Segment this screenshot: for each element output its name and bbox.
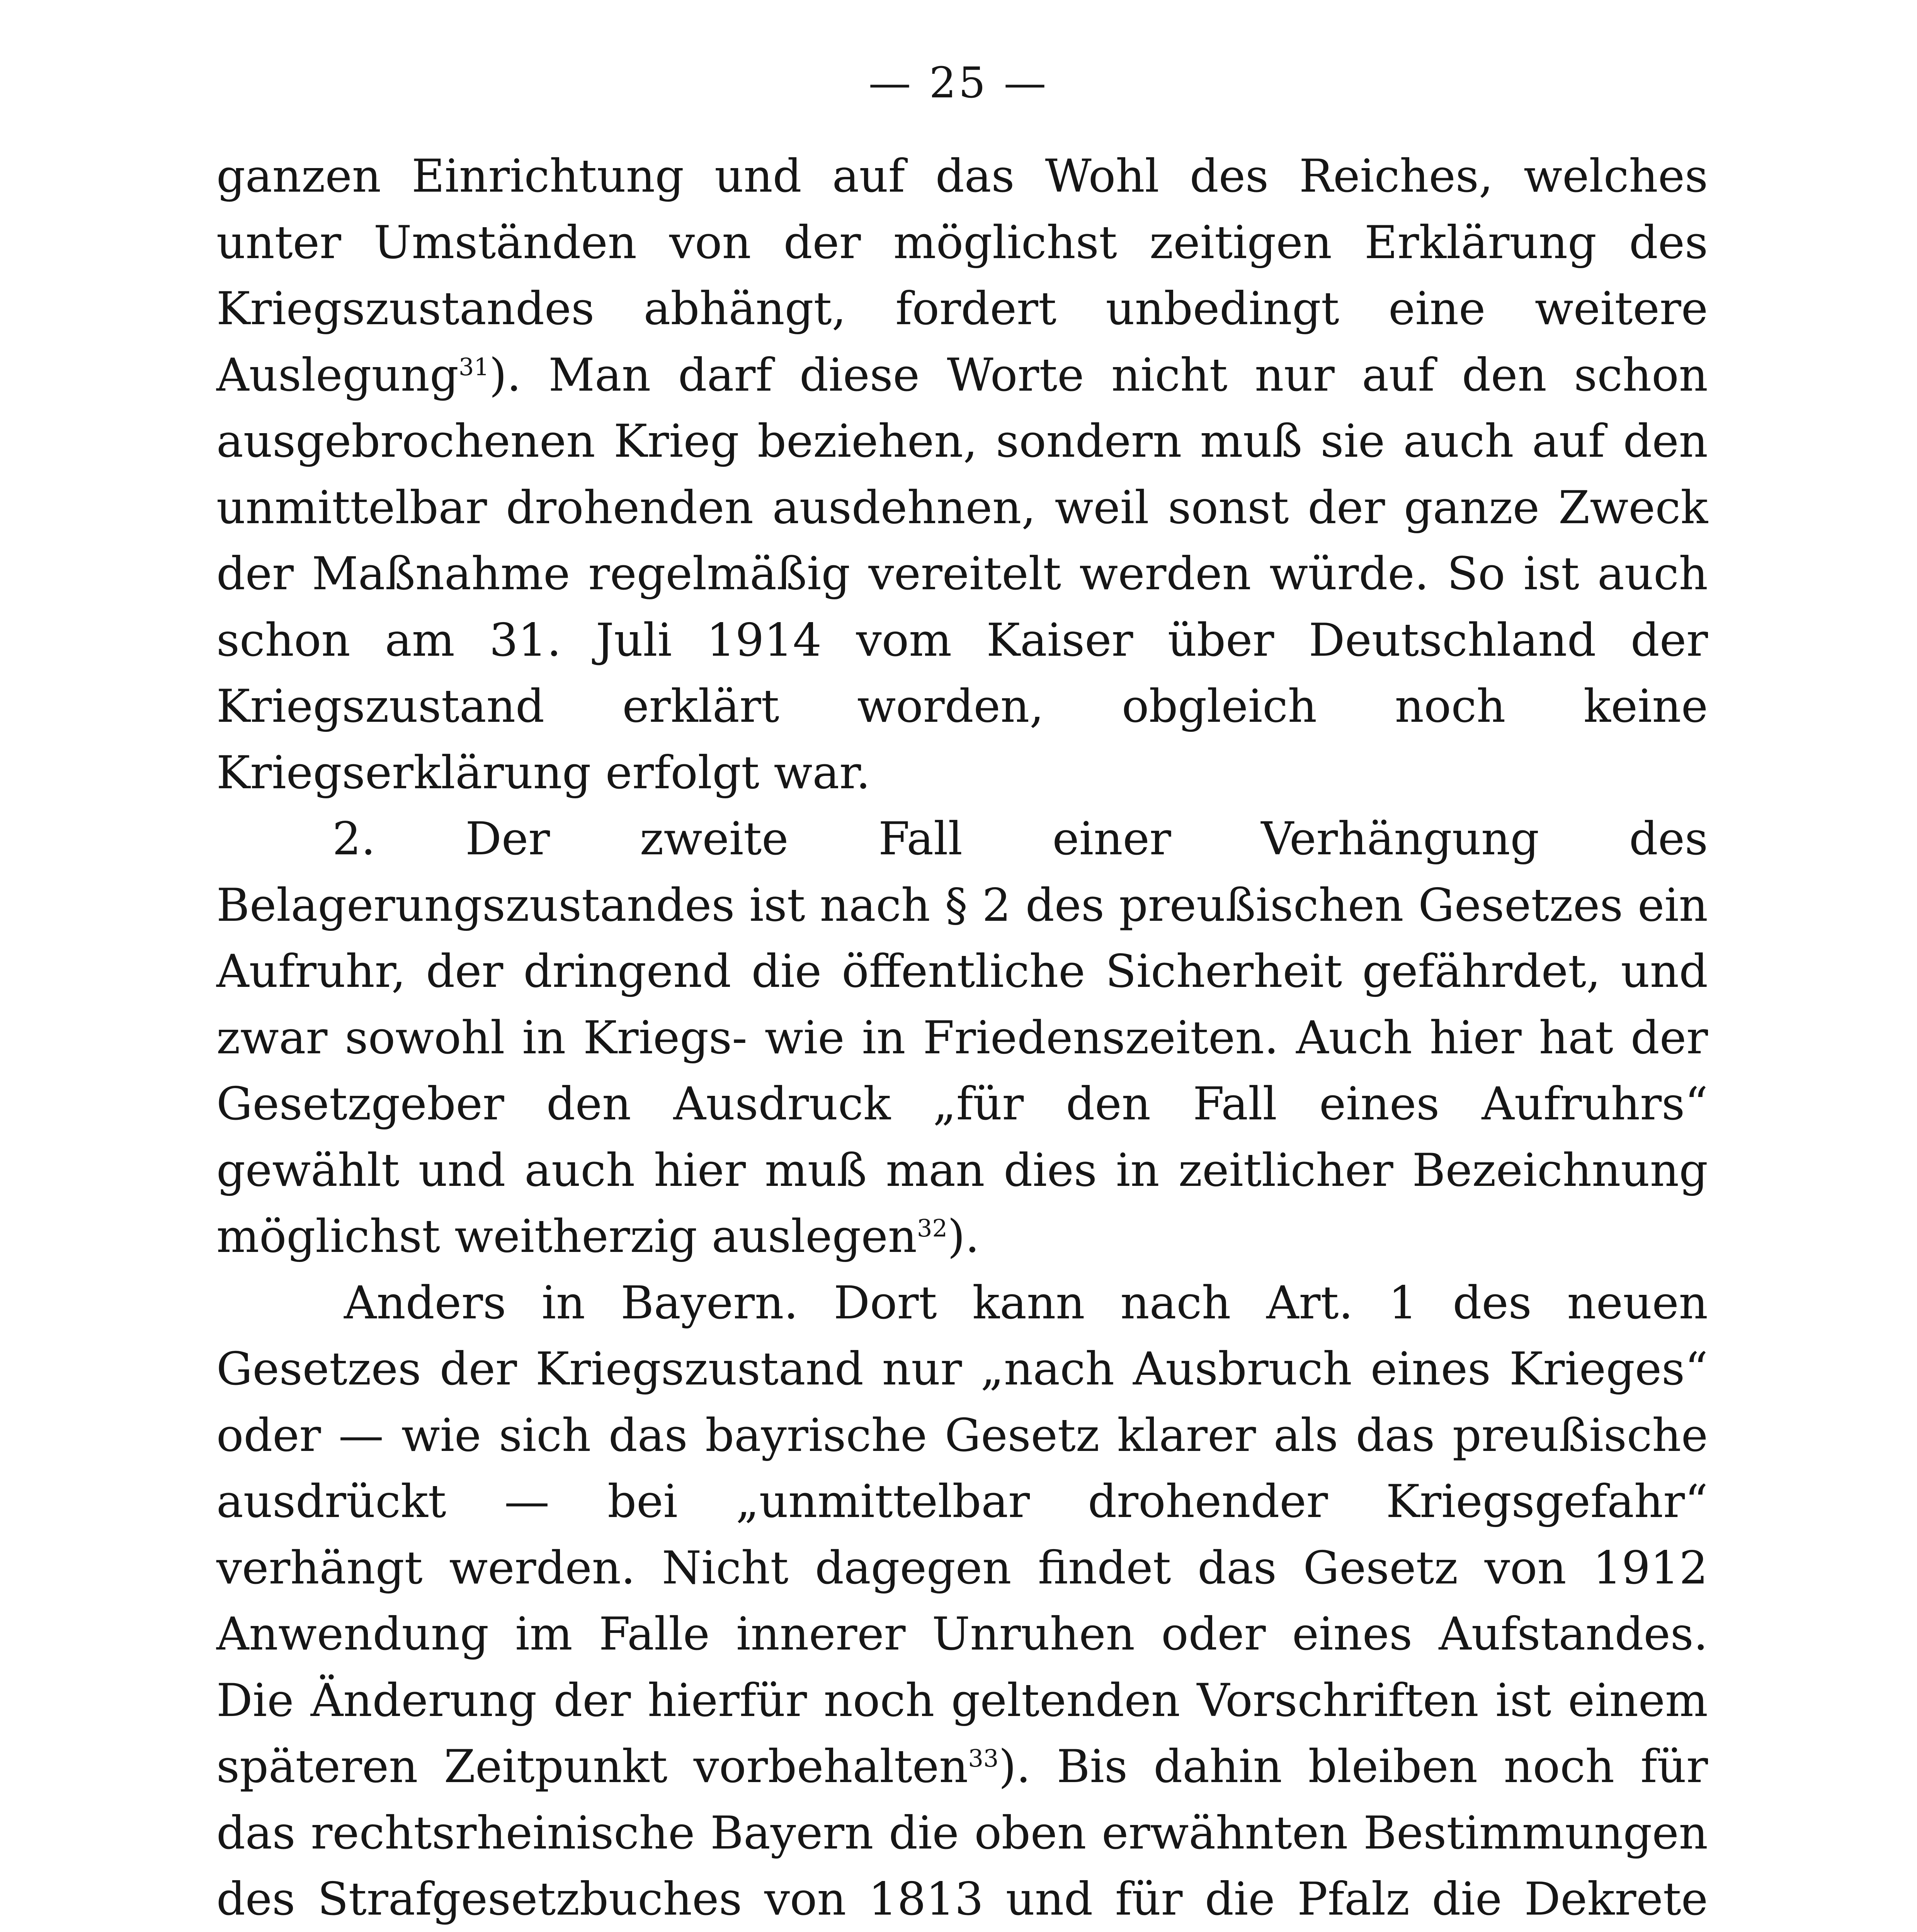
paragraph-3-text-a: Anders in Bayern. Dort kann nach Art. 1 des neuen Gesetzes der Kriegszustand nur „nach Ausbruch eines Krieges“ oder — wie sich das bayrische Gesetz klarer als das preußische ausdrückt — bei „unmittelbar drohender Kriegsgefahr“ verhängt werden. Nicht dagegen findet das Gesetz von 1912 Anwendung im Falle innerer Unruhen oder eines Aufstandes. Die Änderung der hierfür noch geltenden Vorschriften ist einem späteren Zeitpunkt vorbehalten <box>216 1276 1708 1793</box>
paragraph-2 <box>216 806 1708 1270</box>
paragraph-1 <box>216 143 1708 806</box>
footnote-ref-31: 31 <box>459 352 489 381</box>
paragraph-3 <box>216 1270 1708 1932</box>
footnote-ref-33: 33 <box>968 1744 999 1772</box>
paragraph-2-text-a: 2. Der zweite Fall einer Verhängung des Belagerungszustandes ist nach § 2 des preußischen Gesetzes ein Aufruhr, der dringend die öffentliche Sicherheit gefährdet, und zwar sowohl in Kriegs- wie in Friedenszeiten. Auch hier hat der Gesetzgeber den Ausdruck „für den Fall eines Aufruhrs“ gewählt und auch hier muß man dies in zeitlicher Bezeichnung möglichst weitherzig auslegen <box>216 812 1708 1263</box>
page-number: — 25 — <box>868 58 1049 107</box>
body-text <box>216 143 1708 1932</box>
paragraph-1-text-b: ). Man darf diese Worte nicht nur auf den schon ausgebrochenen Krieg beziehen, sondern muß sie auch auf den unmittelbar drohenden ausdehnen, weil sonst der ganze Zweck der Maßnahme regelmäßig vereitelt werden würde. So ist auch schon am 31. Juli 1914 vom Kaiser über Deutschland der Kriegszustand erklärt worden, obgleich noch keine Kriegserklärung erfolgt war. <box>216 348 1708 799</box>
paragraph-2-text-b: ). <box>947 1210 980 1263</box>
paragraph-1-text-a: ganzen Einrichtung und auf das Wohl des Reiches, welches unter Umständen von der möglichst zeitigen Erklärung des Kriegszustandes abhängt, fordert unbedingt eine weitere Auslegung <box>216 150 1708 401</box>
footnote-ref-32: 32 <box>917 1214 947 1242</box>
paragraph-3-text-b: ). Bis dahin bleiben noch für das rechtsrheinische Bayern die oben erwähnten Bestimmungen des Strafgesetzbuches von 1813 und für die Pfalz die Dekrete <box>216 1740 1708 1925</box>
